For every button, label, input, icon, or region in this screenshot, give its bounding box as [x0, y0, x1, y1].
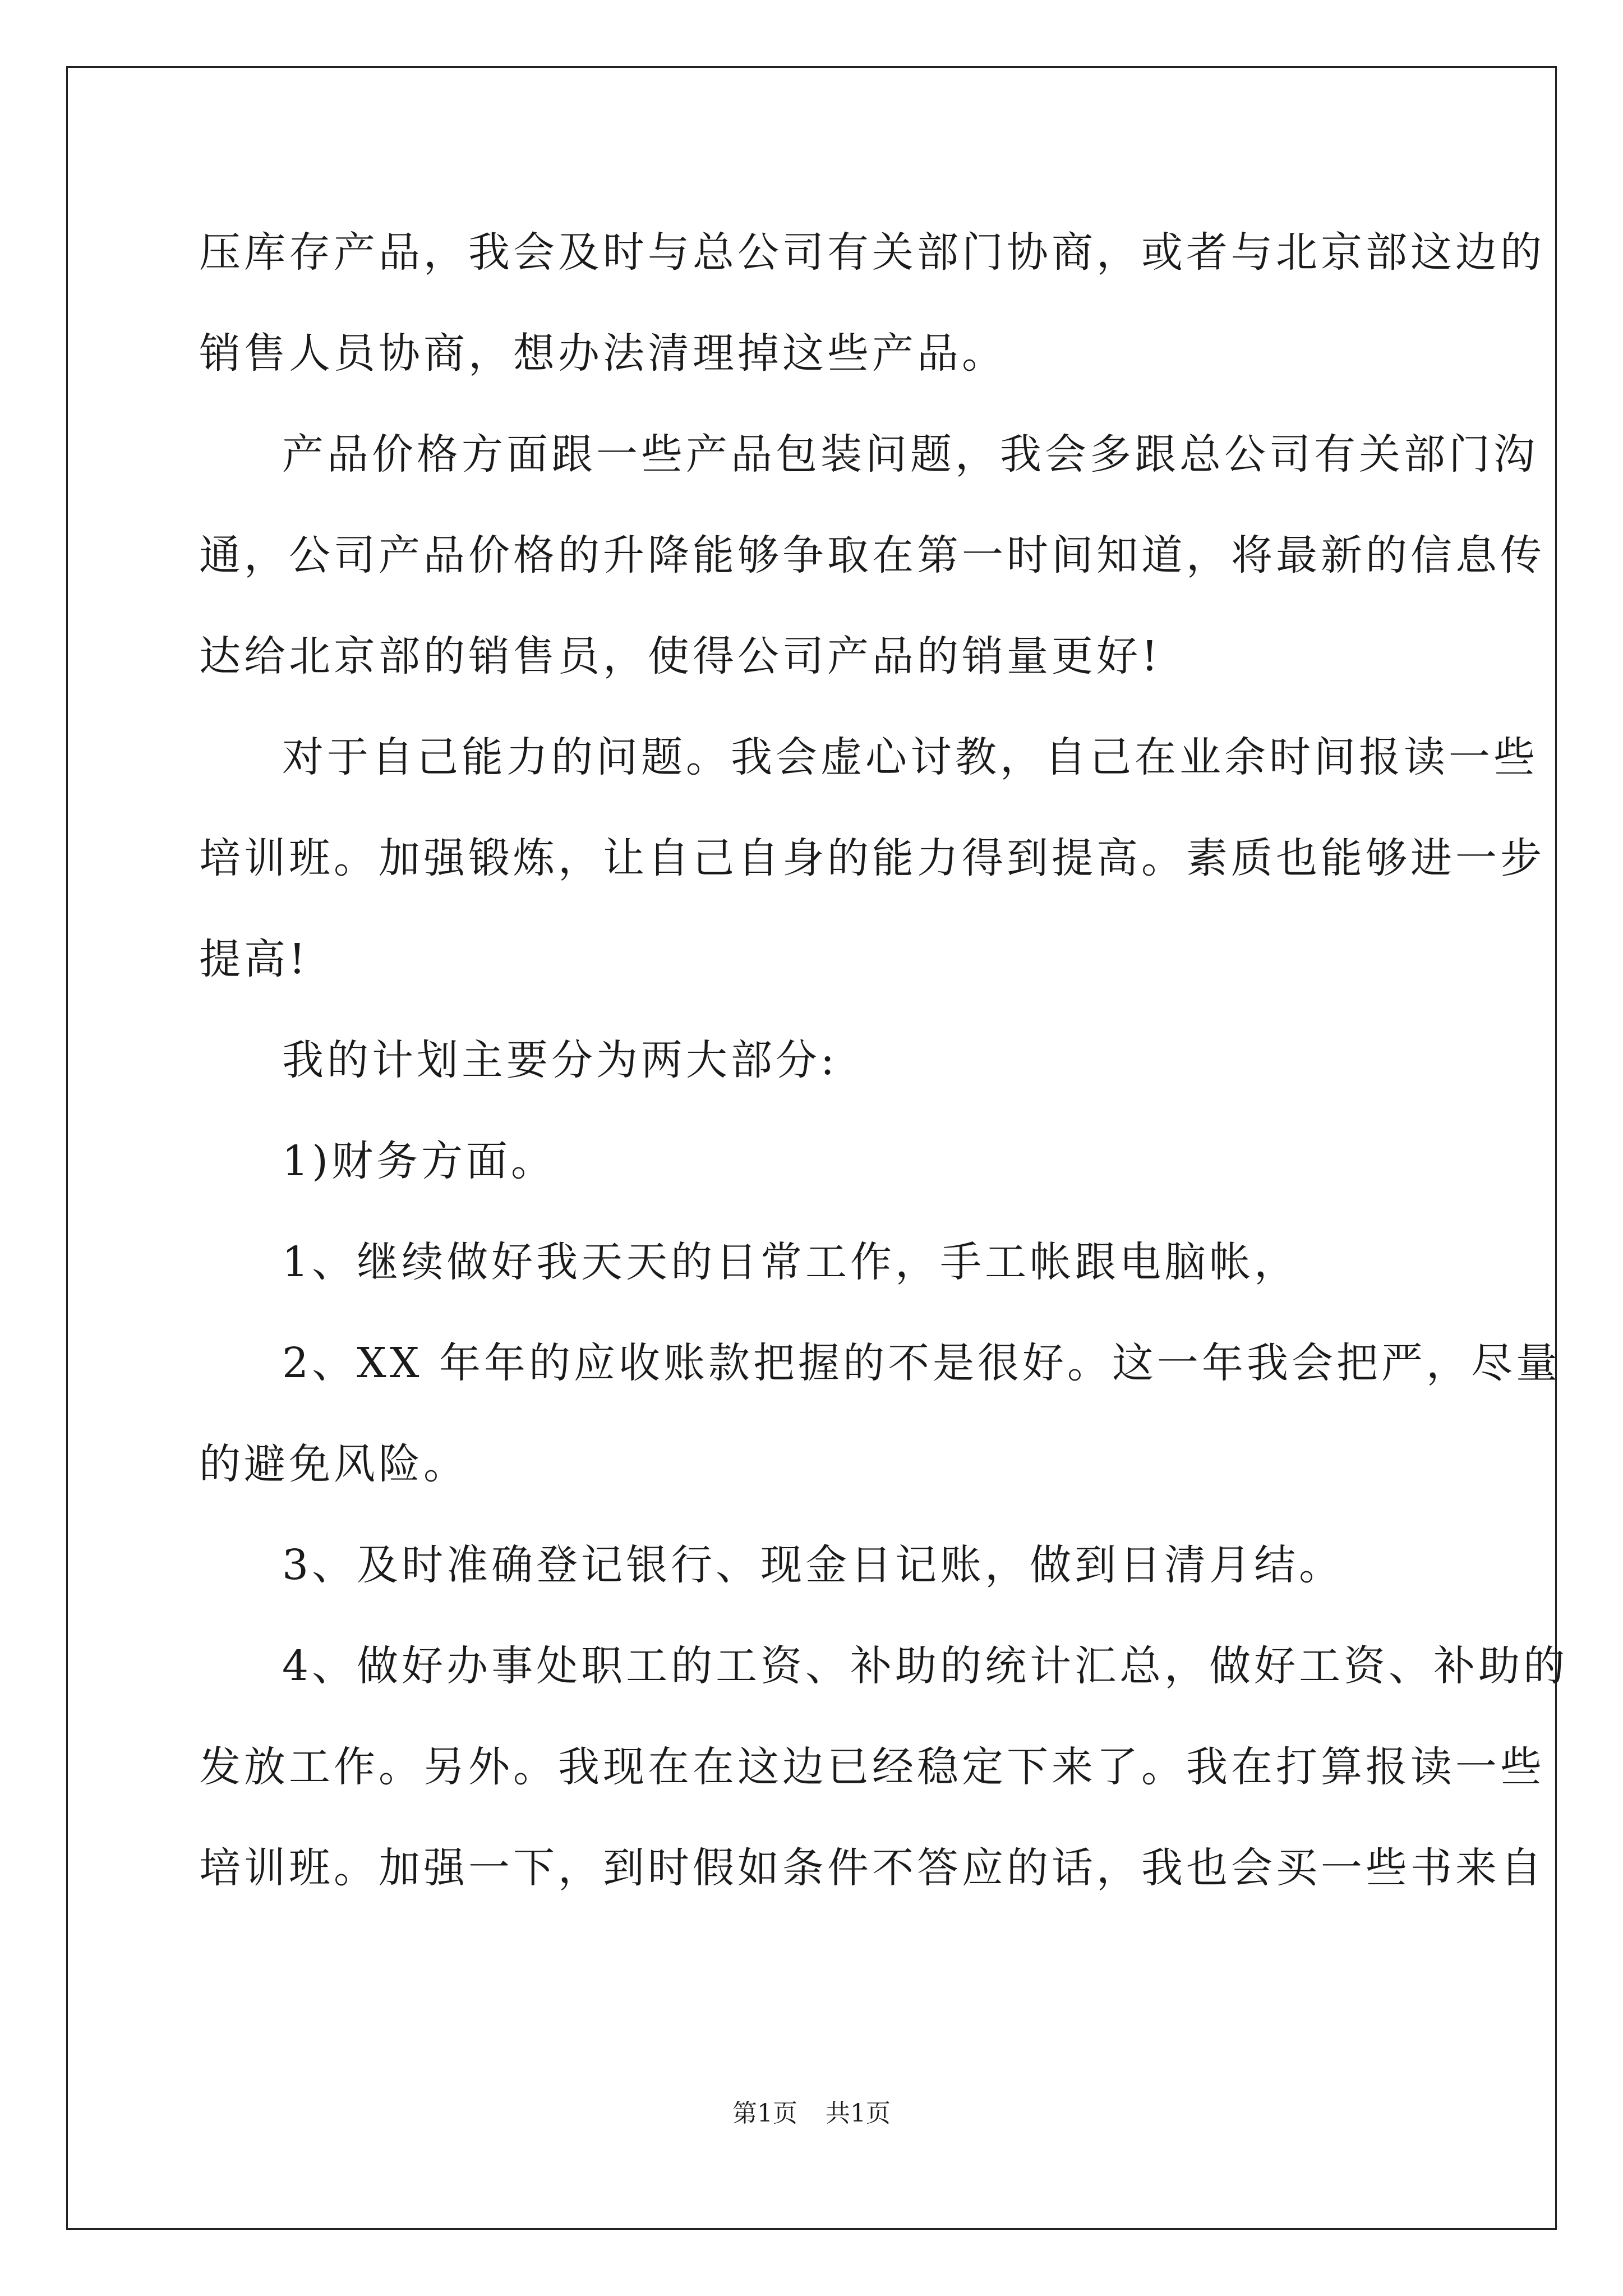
- text-line: 我的计划主要分为两大部分:: [282, 1036, 838, 1084]
- text-line: 通，公司产品价格的升降能够争取在第一时间知道，将最新的信息传: [199, 531, 1545, 579]
- paragraph: [199, 202, 1545, 404]
- text-line: 1)财务方面。: [282, 1137, 556, 1185]
- text-line: 2、XX 年年的应收账款把握的不是很好。这一年我会把严，尽量: [282, 1339, 1561, 1387]
- text-line: 4、做好办事处职工的工资、补助的统计汇总，做好工资、补助的: [282, 1642, 1569, 1690]
- document-body: [199, 202, 1569, 1918]
- text-line: 1、继续做好我天天的日常工作，手工帐跟电脑帐，: [282, 1238, 1299, 1286]
- text-line: 达给北京部的销售员，使得公司产品的销量更好!: [199, 632, 1161, 680]
- text-line: 培训班。加强一下，到时假如条件不答应的话，我也会买一些书来自: [199, 1844, 1545, 1892]
- text-line: 的避免风险。: [199, 1440, 468, 1488]
- text-line: 对于自己能力的问题。我会虚心讨教，自己在业余时间报读一些: [282, 733, 1538, 781]
- text-line: 产品价格方面跟一些产品包装问题，我会多跟总公司有关部门沟: [282, 430, 1538, 478]
- text-line: 发放工作。另外。我现在在这边已经稳定下来了。我在打算报读一些: [199, 1743, 1545, 1791]
- text-line: 培训班。加强锻炼，让自己自身的能力得到提高。素质也能够进一步: [199, 834, 1545, 882]
- text-line: 提高!: [199, 935, 309, 983]
- paragraph: [199, 707, 1545, 1010]
- paragraph: [199, 1212, 1438, 1313]
- paragraph: [199, 1313, 1561, 1515]
- text-line: 3、及时准确登记银行、现金日记账，做到日清月结。: [282, 1541, 1344, 1589]
- paragraph: [199, 1010, 1438, 1111]
- page-number-current: 第1页: [732, 2099, 797, 2128]
- page-number-total: 共1页: [826, 2099, 891, 2128]
- paragraph: [199, 1515, 1438, 1616]
- paragraph: [199, 1616, 1569, 1918]
- text-line: 销售人员协商，想办法清理掉这些产品。: [199, 329, 1007, 378]
- text-line: 压库存产品，我会及时与总公司有关部门协商，或者与北京部这边的: [199, 228, 1545, 277]
- page-footer: [0, 2097, 1623, 2131]
- paragraph: [199, 404, 1545, 707]
- paragraph: [199, 1111, 1438, 1212]
